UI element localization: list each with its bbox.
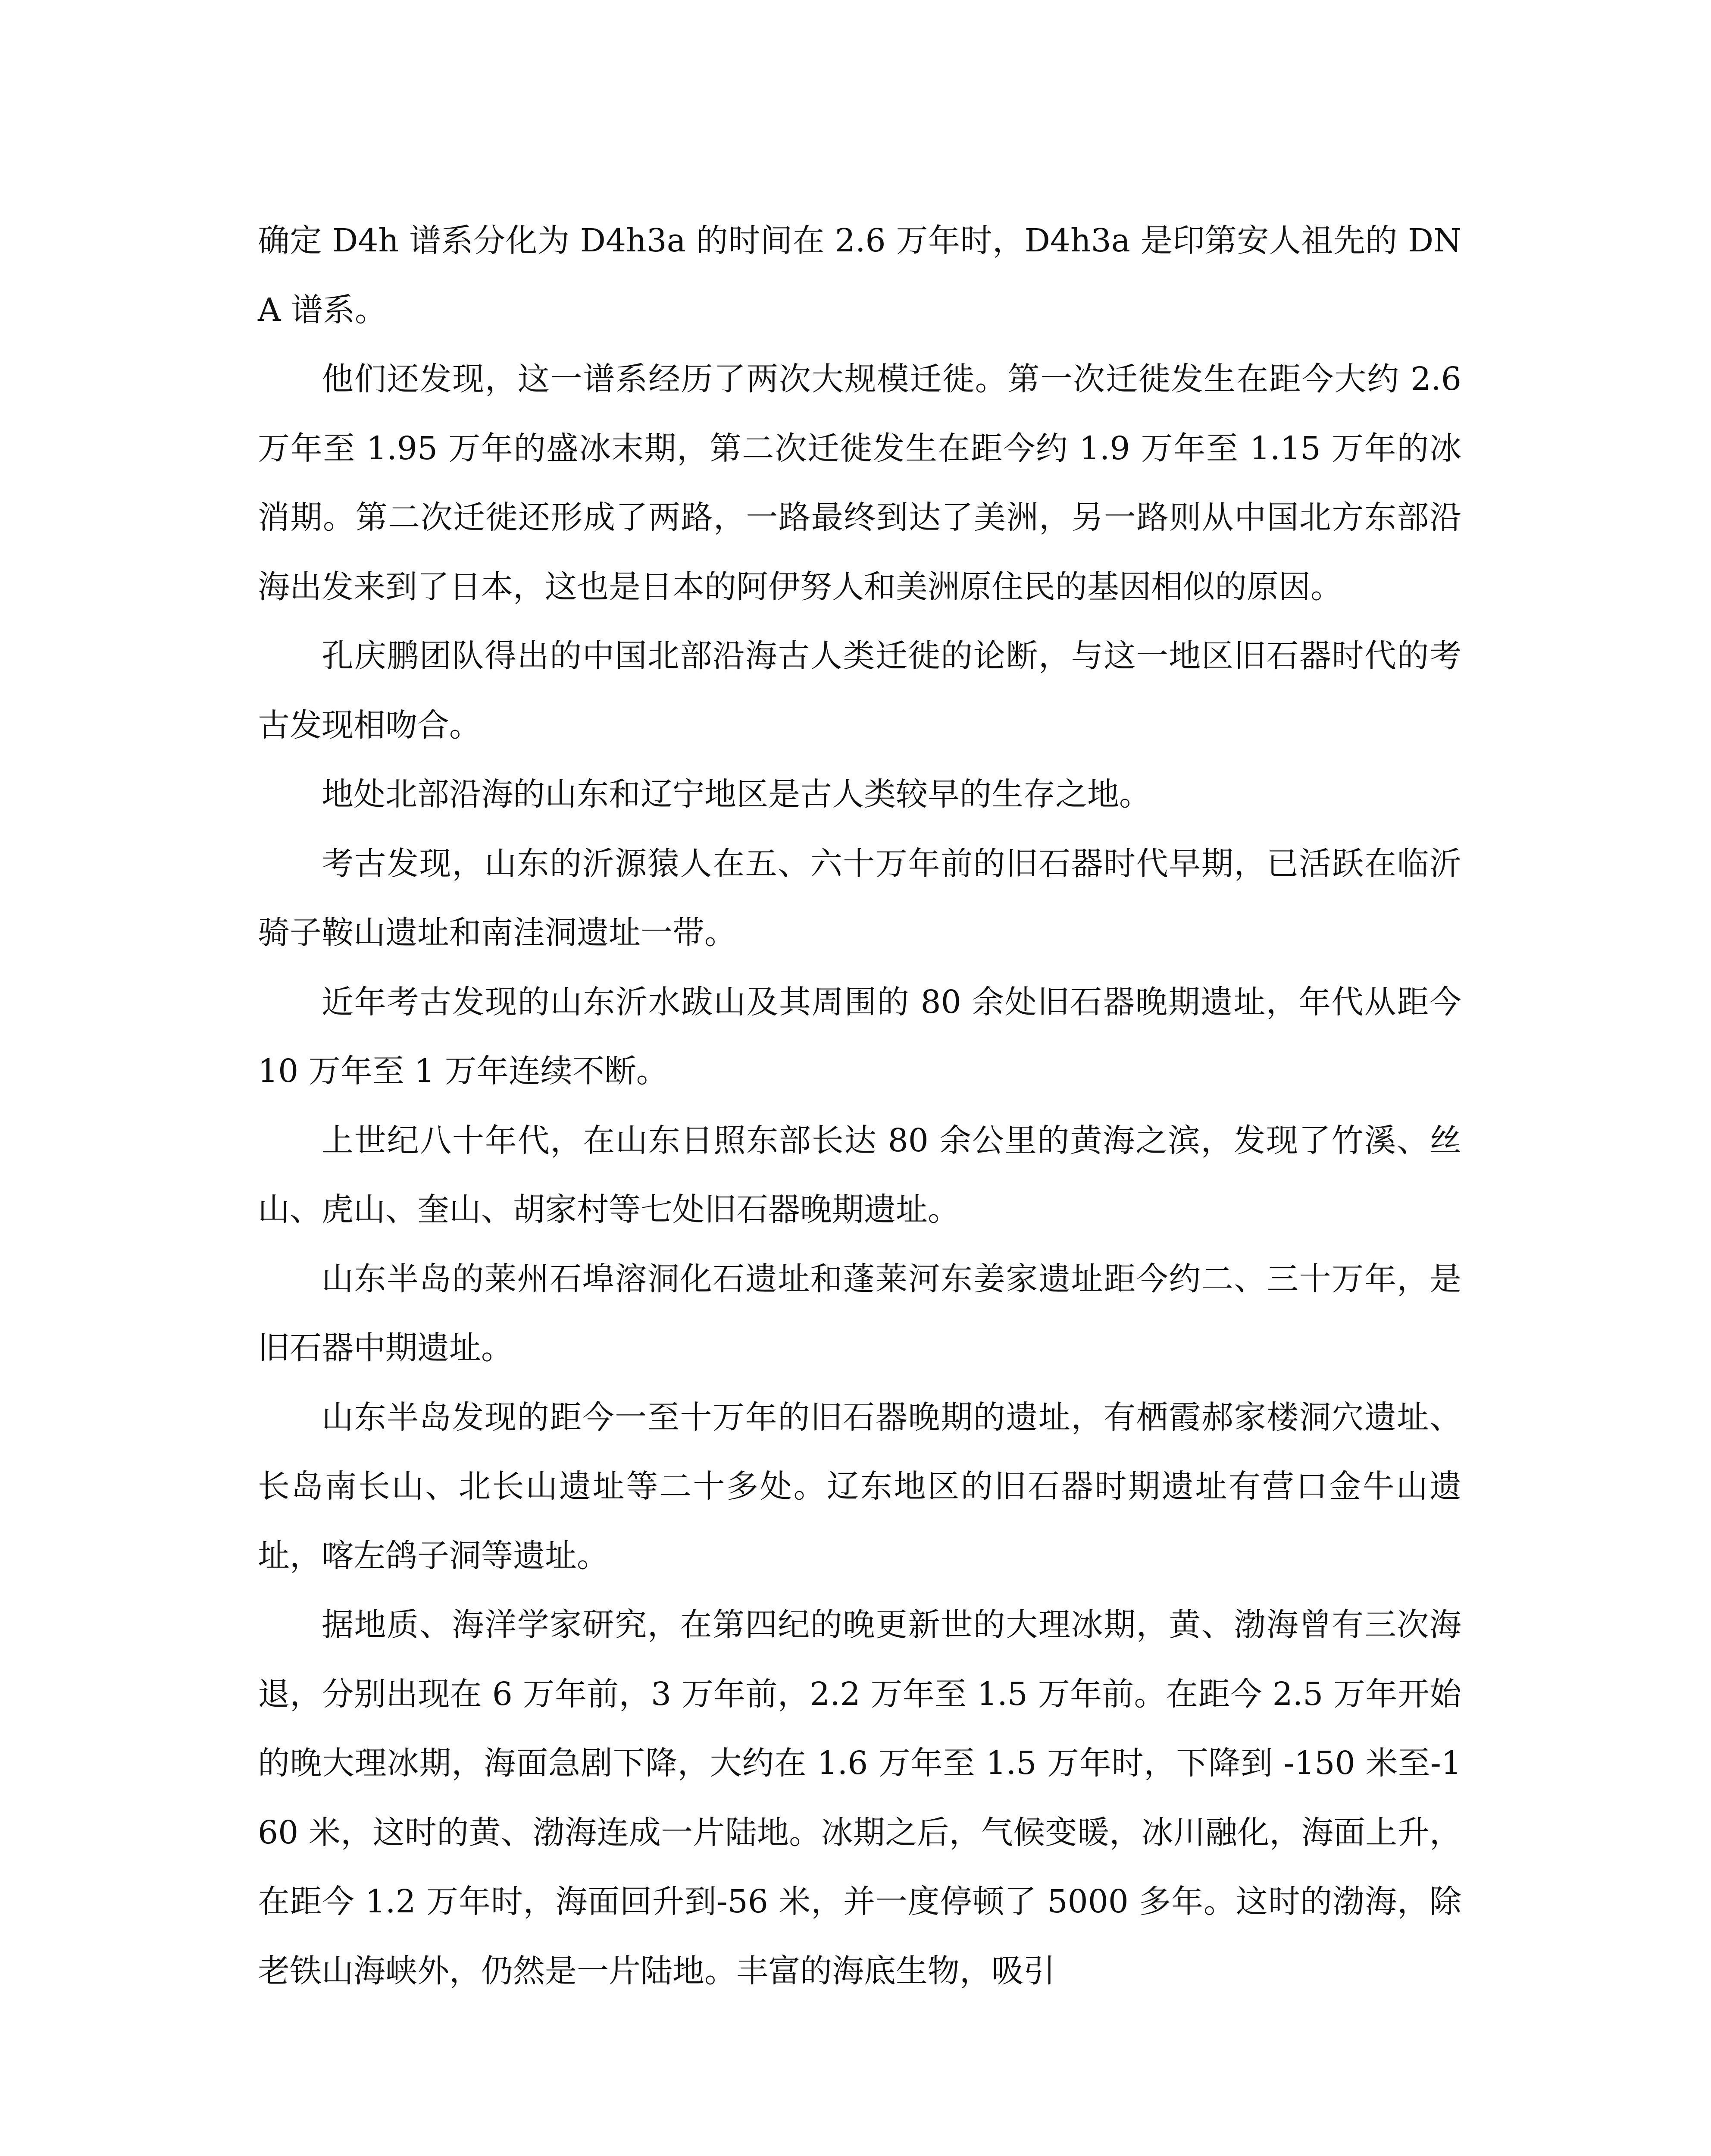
paragraph: 近年考古发现的山东沂水跋山及其周围的 80 余处旧石器晚期遗址，年代从距今 10 万年至 1 万年连续不断。 — [258, 983, 1461, 1090]
paragraph: 上世纪八十年代，在山东日照东部长达 80 余公里的黄海之滨，发现了竹溪、丝山、虎山、奎山、胡家村等七处旧石器晚期遗址。 — [258, 1122, 1461, 1228]
paragraph: 考古发现，山东的沂源猿人在五、六十万年前的旧石器时代早期，已活跃在临沂骑子鞍山遗址和南洼洞遗址一带。 — [258, 845, 1461, 951]
paragraph: 据地质、海洋学家研究，在第四纪的晚更新世的大理冰期，黄、渤海曾有三次海退，分别出现在 6 万年前，3 万年前，2.2 万年至 1.5 万年前。在距今 2.5 万年开始的晚大理冰期，海面急剧下降，大约在 1.6 万年至 1.5 万年时，下降到 -150 米至-160 米，这时的黄、渤海连成一片陆地。冰期之后，气候变暖，冰川融化，海面上升，在距今 1.2 万年时，海面回升到-56 米，并一度停顿了 5000 多年。这时的渤海，除老铁山海峡外，仍然是一片陆地。丰富的海底生物，吸引 — [258, 1606, 1461, 1990]
paragraph: 他们还发现，这一谱系经历了两次大规模迁徙。第一次迁徙发生在距今大约 2.6 万年至 1.95 万年的盛冰末期，第二次迁徙发生在距今约 1.9 万年至 1.15 万年的冰消期。第二次迁徙还形成了两路，一路最终到达了美洲，另一路则从中国北方东部沿海出发来到了日本，这也是日本的阿伊努人和美洲原住民的基因相似的原因。 — [258, 360, 1461, 605]
paragraph: 山东半岛的莱州石埠溶洞化石遗址和蓬莱河东姜家遗址距今约二、三十万年，是旧石器中期遗址。 — [258, 1260, 1461, 1366]
body-text — [258, 206, 1461, 2006]
paragraph: 地处北部沿海的山东和辽宁地区是古人类较早的生存之地。 — [322, 776, 1151, 813]
paragraph: 山东半岛发现的距今一至十万年的旧石器晚期的遗址，有栖霞郝家楼洞穴遗址、长岛南长山、北长山遗址等二十多处。辽东地区的旧石器时期遗址有营口金牛山遗址，喀左鸽子洞等遗址。 — [258, 1398, 1461, 1574]
paragraph: 孔庆鹏团队得出的中国北部沿海古人类迁徙的论断，与这一地区旧石器时代的考古发现相吻合。 — [258, 637, 1461, 744]
paragraph-continued: 确定 D4h 谱系分化为 D4h3a 的时间在 2.6 万年时，D4h3a 是印第安人祖先的 DNA 谱系。 — [258, 222, 1461, 329]
